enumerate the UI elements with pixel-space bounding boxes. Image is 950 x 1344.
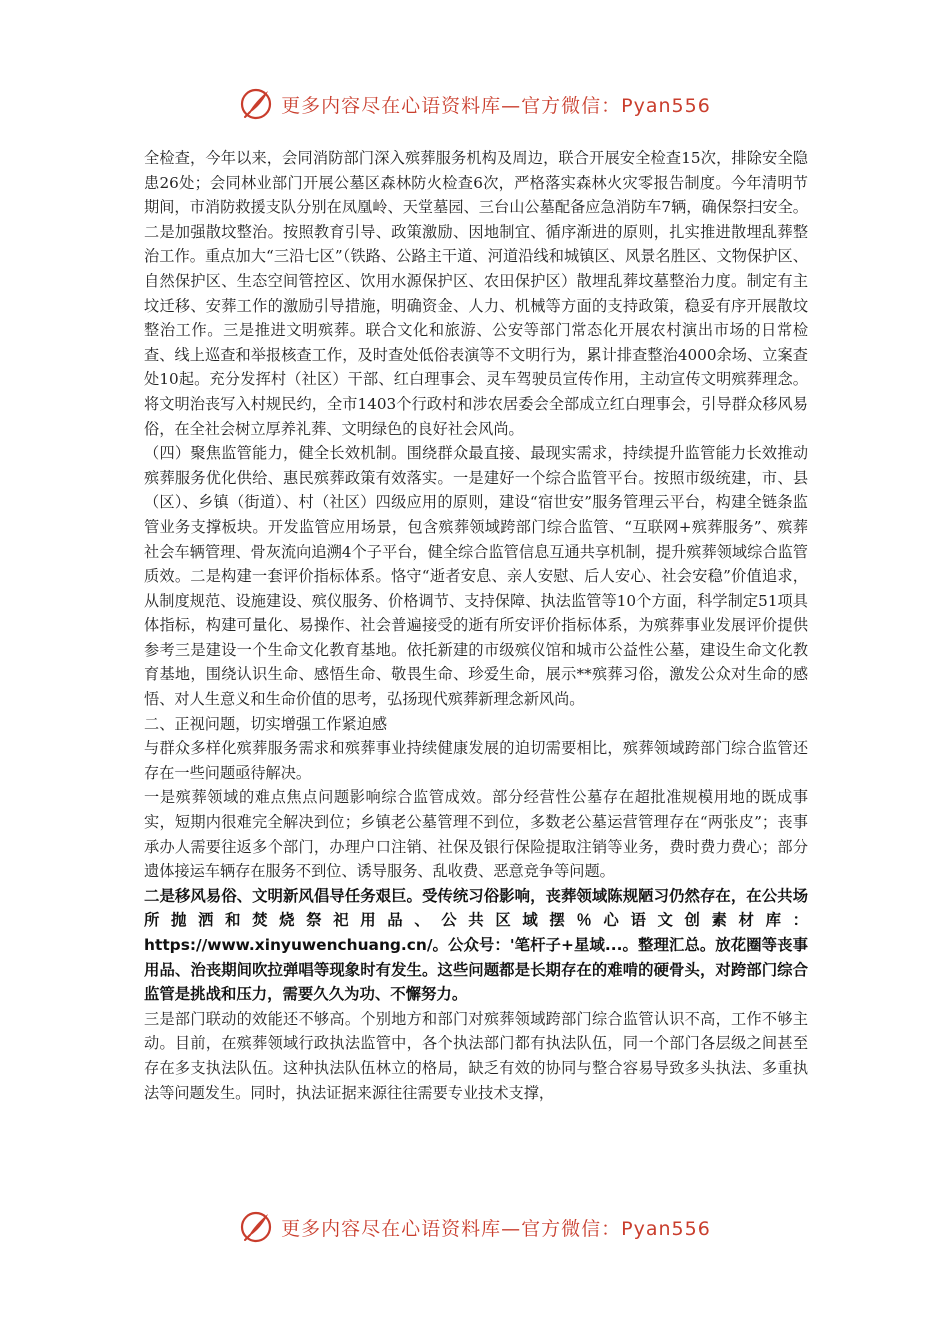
quill-pen-icon <box>239 87 273 121</box>
header-banner-text: 更多内容尽在心语资料库—官方微信：Pyan556 <box>281 94 711 117</box>
footer-banner <box>0 1205 950 1249</box>
quill-pen-icon <box>239 1210 273 1244</box>
issue-two-paragraph: 二是移风易俗、文明新风倡导任务艰巨。受传统习俗影响，丧葬领域陈规陋习仍然存在，在公共场所抛洒和焚烧祭祀用品、公共区域摆％心语文创素材库：https://www.xinyuwenchuang.cn/。公众号：'笔杆子+星域...。整理汇总。放花圈等丧事用品、治丧期间吹拉弹唱等现象时有发生。这些问题都是长期存在的难啃的硬骨头，对跨部门综合监管是挑战和压力，需要久久为功、不懈努力。 <box>144 886 808 1004</box>
body-paragraph: 全检查，今年以来，会同消防部门深入殡葬服务机构及周边，联合开展安全检查15次，排除安全隐患26处；会同林业部门开展公墓区森林防火检查6次，严格落实森林火灾零报告制度。今年清明节期间，市消防救援支队分别在凤凰岭、天堂墓园、三台山公墓配备应急消防车7辆，确保祭扫安全。二是加强散坟整治。按照教育引导、政策激励、因地制宜、循序渐进的原则，扎实推进散埋乱葬整治工作。重点加大“三沿七区”（铁路、公路主干道、河道沿线和城镇区、风景名胜区、文物保护区、自然保护区、生态空间管控区、饮用水源保护区、农田保护区）散埋乱葬坟墓整治力度。制定有主坟迁移、安葬工作的激励引导措施，明确资金、人力、机械等方面的支持政策，稳妥有序开展散坟整治工作。三是推进文明殡葬。联合文化和旅游、公安等部门常态化开展农村演出市场的日常检查、线上巡查和举报核查工作，及时查处低俗表演等不文明行为，累计排查整治4000余场、立案查处10起。充分发挥村（社区）干部、红白理事会、灵车驾驶员宣传作用，主动宣传文明殡葬理念。将文明治丧写入村规民约，全市1403个行政村和涉农居委会全部成立红白理事会，引导群众移风易俗，在全社会树立厚养礼葬、文明绿色的良好社会风尚。 <box>144 149 808 438</box>
section-heading: 二、正视问题，切实增强工作紧迫感 <box>144 714 387 733</box>
issue-three-paragraph: 三是部门联动的效能还不够高。个别地方和部门对殡葬领域跨部门综合监管认识不高，工作不够主动。目前，在殡葬领域行政执法监管中，各个执法部门都有执法队伍，同一个部门各层级之间甚至存在多支执法队伍。这种执法队伍林立的格局，缺乏有效的协同与整合容易导致多头执法、多重执法等问题发生。同时，执法证据来源往往需要专业技术支撑， <box>144 1009 808 1102</box>
intro-paragraph: 与群众多样化殡葬服务需求和殡葬事业持续健康发展的迫切需要相比，殡葬领域跨部门综合监管还存在一些问题亟待解决。 <box>144 739 808 782</box>
header-banner <box>0 82 950 126</box>
section-four-paragraph: （四）聚焦监管能力，健全长效机制。围绕群众最直接、最现实需求，持续提升监管能力长效推动殡葬服务优化供给、惠民殡葬政策有效落实。一是建好一个综合监管平台。按照市级统建，市、县（区）、乡镇（街道）、村（社区）四级应用的原则，建设“宿世安”服务管理云平台，构建全链条监管业务支撑板块。开发监管应用场景，包含殡葬领域跨部门综合监管、“互联网+殡葬服务”、殡葬社会车辆管理、骨灰流向追溯4个子平台，健全综合监管信息互通共享机制，提升殡葬领域综合监管质效。二是构建一套评价指标体系。恪守“逝者安息、亲人安慰、后人安心、社会安稳”价值追求，从制度规范、设施建设、殡仪服务、价格调节、支持保障、执法监管等10个方面，科学制定51项具体指标，构建可量化、易操作、社会普遍接受的逝有所安评价指标体系，为殡葬事业发展评价提供参考三是建设一个生命文化教育基地。依托新建的市级殡仪馆和城市公益性公墓，建设生命文化教育基地，围绕认识生命、感悟生命、敬畏生命、珍爱生命，展示**殡葬习俗，激发公众对生命的感悟、对人生意义和生命价值的思考，弘扬现代殡葬新理念新风尚。 <box>144 444 808 709</box>
footer-banner-text: 更多内容尽在心语资料库—官方微信：Pyan556 <box>281 1217 711 1240</box>
document-body <box>144 146 808 1105</box>
issue-one-paragraph: 一是殡葬领域的难点焦点问题影响综合监管成效。部分经营性公墓存在超批准规模用地的既成事实，短期内很难完全解决到位；乡镇老公墓管理不到位，多数老公墓运营管理存在“两张皮”；丧事承办人需要往返多个部门，办理户口注销、社保及银行保险提取注销等业务，费时费力费心；部分遗体接运车辆存在服务不到位、诱导服务、乱收费、恶意竞争等问题。 <box>144 788 808 881</box>
